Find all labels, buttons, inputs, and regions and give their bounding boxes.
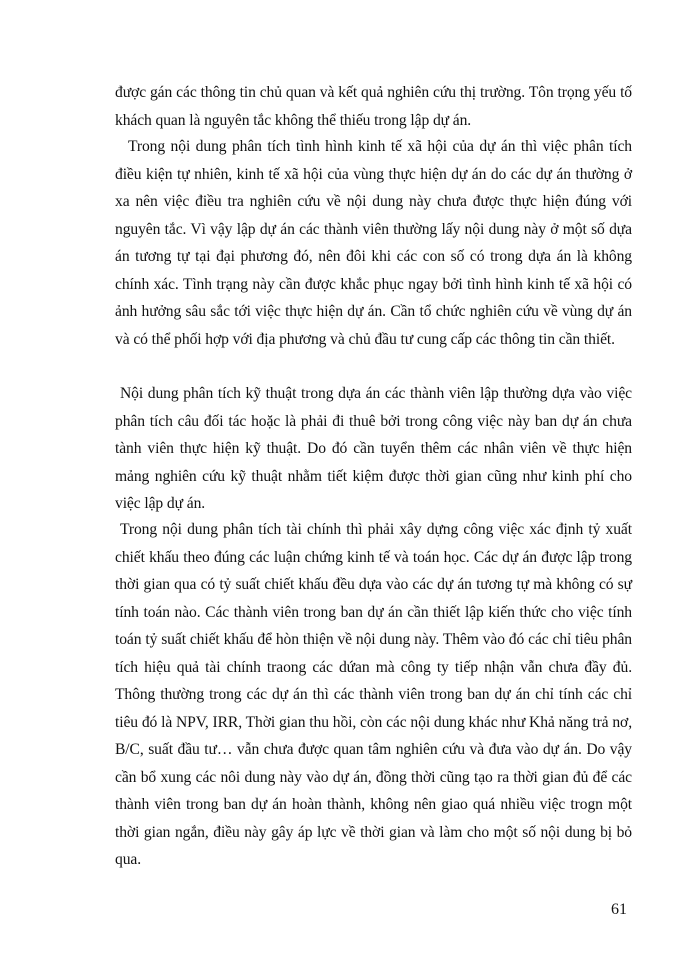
paragraph-4: Trong nội dung phân tích tài chính thì phải xây dựng công việc xác định tỷ xuất chiết khấu theo đúng các luận chứng kinh tế và toán học. Các dự án được lập trong thời gian qua có tỷ suất chiết khấu đều dựa vào các dự án tương tự mà không có sự tính toán nào. Các thành viên trong ban dự án cần thiết lập kiến thức cho việc tính toán tỷ suất chiết khấu để hòn thiện về nội dung này. Thêm vào đó các chỉ tiêu phân tích hiệu quả tài chính traong các dứan mà công ty tiếp nhận vẫn chưa đầy đủ. Thông thường trong các dự án thì các thành viên trong ban dự án chỉ tính các chỉ tiêu đó là NPV, IRR, Thời gian thu hồi, còn các nội dung khác như Khả năng trả nơ, B/C, suất đầu tư… vẫn chưa được quan tâm nghiên cứu và đưa vào dự án. Do vậy cần bổ xung các nôi dung này vào dự án, đồng thời cũng tạo ra thời gian đủ để các thành viên trong ban dự án hoàn thành, không nên giao quá nhiều việc trogn một thời gian ngắn, điều này gây áp lực về thời gian và làm cho một số nội dung bị bỏ qua. xyxy=(115,521,632,868)
page-number: 61 xyxy=(611,901,627,918)
paragraph-1: được gán các thông tin chủ quan và kết quả nghiên cứu thị trường. Tôn trọng yếu tố khách quan là nguyên tắc không thể thiếu trong lập dự án. xyxy=(115,84,632,129)
paragraph-3: Nội dung phân tích kỹ thuật trong dựa án các thành viên lập thường dựa vào việc phân tích câu đối tác hoặc là phải đi thuê bởi trong công việc này ban dự án chưa tành viên thực hiện kỹ thuật. Do đó cần tuyển thêm các nhân viên về thực hiện mảng nghiên cứu kỹ thuật nhằm tiết kiệm được thời gian cũng như kinh phí cho việc lập dự án. xyxy=(115,385,632,512)
paragraph-2: Trong nội dung phân tích tình hình kinh tế xã hội của dự án thì việc phân tích điều kiện tự nhiên, kinh tế xã hội của vùng thực hiện dự án do các dự án thường ở xa nên việc điều tra nghiên cứu về nội dung này chưa được thực hiện đúng với nguyên tắc. Vì vậy lập dự án các thành viên thường lấy nội dung này ở một số dựa án tương tự tại đại phương đó, nên đôi khi các con số có trong dựa án là không chính xác. Tình trạng này cần được khắc phục ngay bởi tình hình kinh tế xã hội có ảnh hưởng sâu sắc tới việc thực hiện dự án. Cần tổ chức nghiên cứu về vùng dự án và có thể phối hợp với địa phương và chủ đầu tư cung cấp các thông tin cần thiết. xyxy=(115,138,632,348)
